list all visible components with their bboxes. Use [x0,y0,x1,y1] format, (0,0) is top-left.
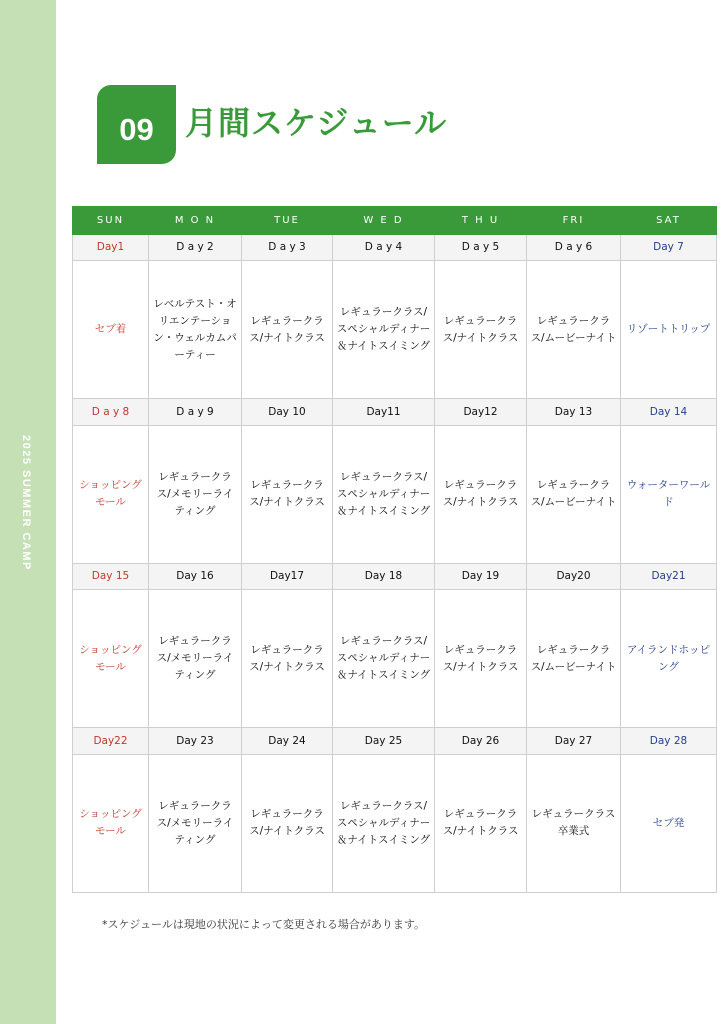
day-cell: Day 16 [149,563,242,589]
weekday-header: W E D [333,207,435,235]
day-cell: D a y 8 [73,399,149,425]
event-cell: セブ着 [73,261,149,399]
page-title: 月間スケジュール [185,104,448,142]
day-cell: Day 28 [621,728,717,754]
event-cell: レギュラークラス/ナイトクラス [242,590,333,728]
event-cell: リゾートトリップ [621,261,717,399]
event-cell: レギュラークラス/ナイトクラス [242,261,333,399]
day-number-row [73,728,717,754]
event-cell: ショッピングモール [73,590,149,728]
event-cell: レギュラークラス/ナイトクラス [435,425,527,563]
event-cell: レギュラークラス/ムービーナイト [527,590,621,728]
day-cell: Day 10 [242,399,333,425]
weekday-header: T H U [435,207,527,235]
day-cell: Day 18 [333,563,435,589]
event-cell: ショッピングモール [73,425,149,563]
weekday-header: FRI [527,207,621,235]
event-cell: レギュラークラス/ナイトクラス [435,261,527,399]
section-number-badge [97,85,176,164]
event-cell: レギュラークラス卒業式 [527,754,621,892]
event-row [73,261,717,399]
day-cell: Day12 [435,399,527,425]
day-cell: D a y 3 [242,235,333,261]
day-cell: Day 25 [333,728,435,754]
weekday-header: M O N [149,207,242,235]
day-cell: Day22 [73,728,149,754]
day-cell: Day 26 [435,728,527,754]
day-number-row [73,563,717,589]
day-cell: Day 13 [527,399,621,425]
event-row [73,425,717,563]
footnote: *スケジュールは現地の状況によって変更される場合があります。 [102,918,425,931]
event-cell: レギュラークラス/ムービーナイト [527,425,621,563]
event-cell: レギュラークラス/ナイトクラス [435,590,527,728]
weekday-header: SUN [73,207,149,235]
day-cell: Day 23 [149,728,242,754]
day-cell: D a y 6 [527,235,621,261]
weekday-header: TUE [242,207,333,235]
side-bar [0,0,56,1024]
event-cell: セブ発 [621,754,717,892]
event-row [73,754,717,892]
event-cell: アイランドホッピング [621,590,717,728]
day-cell: Day1 [73,235,149,261]
day-cell: Day 27 [527,728,621,754]
day-number-row [73,399,717,425]
day-number-row [73,235,717,261]
schedule-table [72,206,717,893]
day-cell: Day 19 [435,563,527,589]
section-number: 09 [119,111,154,147]
event-cell: レギュラークラス/スペシャルディナー＆ナイトスイミング [333,590,435,728]
day-cell: D a y 4 [333,235,435,261]
event-row [73,590,717,728]
weekday-header-row [73,207,717,235]
event-cell: ショッピングモール [73,754,149,892]
event-cell: レギュラークラス/メモリーライティング [149,425,242,563]
event-cell: レギュラークラス/ナイトクラス [242,425,333,563]
weekday-header: SAT [621,207,717,235]
day-cell: D a y 2 [149,235,242,261]
event-cell: レギュラークラス/スペシャルディナー＆ナイトスイミング [333,261,435,399]
day-cell: D a y 9 [149,399,242,425]
event-cell: レギュラークラス/ナイトクラス [242,754,333,892]
day-cell: Day17 [242,563,333,589]
day-cell: Day 7 [621,235,717,261]
day-cell: D a y 5 [435,235,527,261]
day-cell: Day 24 [242,728,333,754]
event-cell: レギュラークラス/スペシャルディナー＆ナイトスイミング [333,425,435,563]
day-cell: Day 14 [621,399,717,425]
event-cell: レベルテスト・オリエンテーション・ウェルカムパーティー [149,261,242,399]
day-cell: Day21 [621,563,717,589]
event-cell: レギュラークラス/ムービーナイト [527,261,621,399]
event-cell: ウォーターワールド [621,425,717,563]
event-cell: レギュラークラス/スペシャルディナー＆ナイトスイミング [333,754,435,892]
event-cell: レギュラークラス/メモリーライティング [149,590,242,728]
event-cell: レギュラークラス/ナイトクラス [435,754,527,892]
sidebar-label: 2025 SUMMER CAMP [20,435,32,571]
day-cell: Day20 [527,563,621,589]
day-cell: Day11 [333,399,435,425]
day-cell: Day 15 [73,563,149,589]
event-cell: レギュラークラス/メモリーライティング [149,754,242,892]
